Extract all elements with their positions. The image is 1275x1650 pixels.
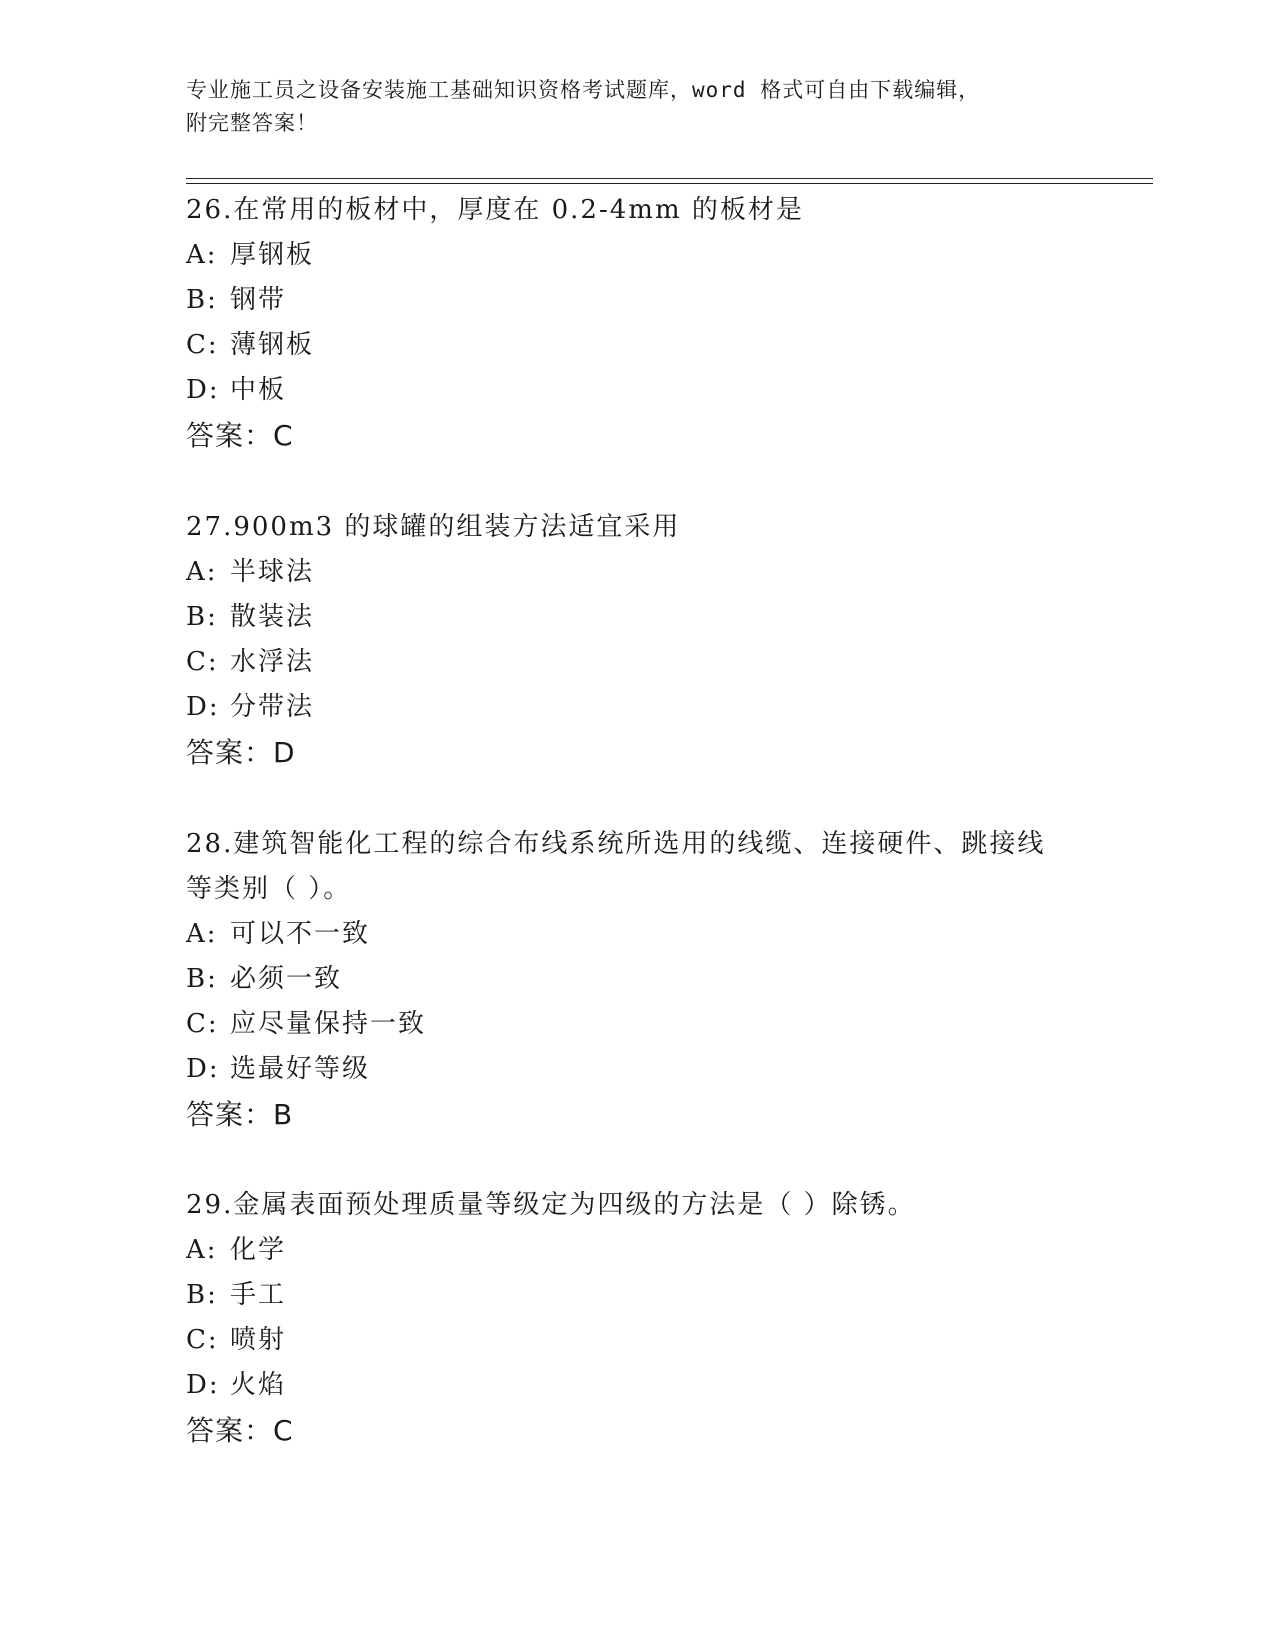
option-text: 分带法 — [230, 692, 315, 722]
answer-label: 答案：D — [186, 736, 296, 769]
option-text: 水浮法 — [230, 647, 315, 677]
option-key: D: — [186, 692, 220, 722]
question-stem-continued: 等类别（ ）。 — [186, 874, 352, 904]
header-line-2: 附完整答案！ — [186, 111, 318, 135]
option-text: 必须一致 — [230, 964, 343, 994]
option-a — [186, 550, 1086, 595]
option-d — [186, 685, 1086, 730]
option-text: 厚钢板 — [230, 240, 315, 270]
question-28 — [186, 822, 1086, 1137]
option-key: C: — [186, 1009, 219, 1039]
option-c — [186, 323, 1086, 368]
header-line-1: 专业施工员之设备安装施工基础知识资格考试题库，word 格式可自由下载编辑， — [186, 78, 981, 102]
option-text: 散装法 — [230, 602, 315, 632]
option-a — [186, 912, 1086, 957]
option-d — [186, 368, 1086, 413]
option-text: 可以不一致 — [230, 919, 371, 949]
option-key: A: — [186, 919, 218, 949]
option-key: D: — [186, 1370, 220, 1400]
option-text: 薄钢板 — [230, 330, 315, 360]
question-26 — [186, 188, 1086, 458]
option-b — [186, 957, 1086, 1002]
option-b — [186, 1273, 1086, 1318]
option-key: A: — [186, 240, 218, 270]
option-key: C: — [186, 330, 219, 360]
answer-label: 答案：C — [186, 1414, 294, 1447]
option-text: 应尽量保持一致 — [230, 1009, 427, 1039]
option-key: C: — [186, 1325, 219, 1355]
option-key: C: — [186, 647, 219, 677]
option-text: 中板 — [230, 375, 287, 405]
option-c — [186, 1002, 1086, 1047]
question-stem: 27.900m3 的球罐的组装方法适宜采用 — [186, 512, 681, 542]
option-key: A: — [186, 557, 218, 587]
option-text: 手工 — [230, 1280, 287, 1310]
option-a — [186, 233, 1086, 278]
option-key: D: — [186, 1054, 220, 1084]
option-d — [186, 1363, 1086, 1408]
option-key: D: — [186, 375, 220, 405]
option-key: B: — [186, 602, 218, 632]
option-c — [186, 1318, 1086, 1363]
option-text: 半球法 — [230, 557, 315, 587]
option-text: 喷射 — [230, 1325, 287, 1355]
option-key: B: — [186, 285, 218, 315]
question-stem: 28.建筑智能化工程的综合布线系统所选用的线缆、连接硬件、跳接线 — [186, 829, 1046, 859]
header-divider-bottom — [186, 183, 1153, 184]
question-stem: 29.金属表面预处理质量等级定为四级的方法是（ ）除锈。 — [186, 1190, 916, 1220]
option-c — [186, 640, 1086, 685]
option-text: 钢带 — [230, 285, 287, 315]
option-b — [186, 278, 1086, 323]
option-key: A: — [186, 1235, 218, 1265]
option-key: B: — [186, 964, 218, 994]
option-a — [186, 1228, 1086, 1273]
option-text: 火焰 — [230, 1370, 287, 1400]
question-29 — [186, 1183, 1086, 1453]
header-divider-top — [186, 178, 1153, 179]
document-header — [186, 74, 1086, 140]
option-b — [186, 595, 1086, 640]
question-27 — [186, 505, 1086, 775]
question-stem: 26.在常用的板材中，厚度在 0.2-4mm 的板材是 — [186, 195, 804, 225]
option-d — [186, 1047, 1086, 1092]
answer-label: 答案：B — [186, 1098, 294, 1131]
option-key: B: — [186, 1280, 218, 1310]
option-text: 化学 — [230, 1235, 287, 1265]
option-text: 选最好等级 — [230, 1054, 371, 1084]
answer-label: 答案：C — [186, 419, 294, 452]
